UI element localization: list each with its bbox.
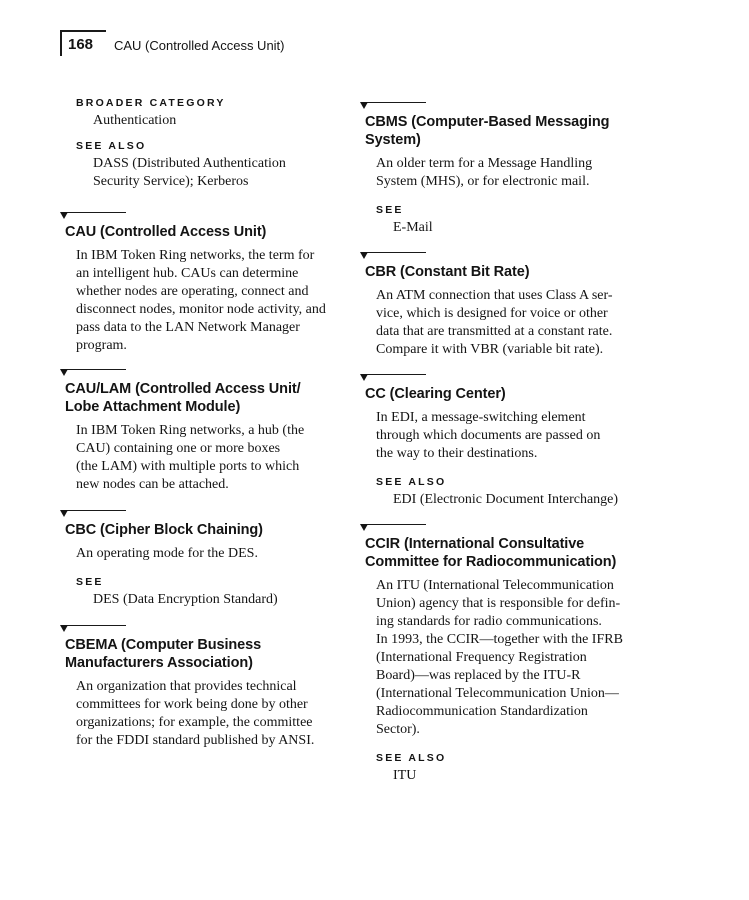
entry-term: CCIR (International Consultative Committee for Radiocommunication) [365, 536, 617, 570]
entry-cc [360, 373, 650, 509]
entry-marker [60, 368, 126, 378]
broader-category-value: Authentication [93, 113, 177, 128]
entry-cbema [60, 624, 345, 750]
see-value: E-Mail [393, 220, 433, 235]
triangle-marker-icon [360, 102, 368, 109]
entry-term: CAU (Controlled Access Unit) [65, 224, 267, 240]
entry-definition: An organization that provides technical committees for work being done by other organizations; for example, the committee for the FDDI standard published by ANSI. [76, 679, 315, 748]
triangle-marker-icon [60, 510, 68, 517]
see-also-label: SEE ALSO [76, 140, 147, 152]
see-also-label: SEE ALSO [376, 476, 447, 488]
entry-term: CAU/LAM (Controlled Access Unit/ Lobe Attachment Module) [65, 381, 301, 415]
entry-cau-lam [60, 368, 345, 494]
see-also-value: EDI (Electronic Document Interchange) [393, 492, 619, 507]
entry-term: CBEMA (Computer Business Manufacturers Association) [65, 637, 262, 671]
continued-entry [60, 96, 345, 191]
entry-cbr [360, 251, 650, 359]
page-number: 168 [68, 36, 94, 53]
entry-marker [360, 523, 426, 533]
entry-term: CC (Clearing Center) [365, 386, 506, 402]
see-label: SEE [376, 204, 404, 216]
entry-ccir [360, 523, 650, 785]
entry-cbc [60, 509, 345, 609]
triangle-marker-icon [360, 524, 368, 531]
entry-term: CBMS (Computer-Based Messaging System) [365, 114, 610, 148]
triangle-marker-icon [60, 625, 68, 632]
triangle-marker-icon [360, 252, 368, 259]
see-also-label: SEE ALSO [376, 752, 447, 764]
entry-definition: In IBM Token Ring networks, the term for an intelligent hub. CAUs can determine whether nodes are operating, connect and disconnect nodes, monitor node activity, and pass data to the LAN Network Manager program. [76, 248, 326, 353]
triangle-marker-icon [360, 374, 368, 381]
triangle-marker-icon [60, 212, 68, 219]
entry-term: CBR (Constant Bit Rate) [365, 264, 530, 280]
entry-cau [60, 211, 345, 355]
broader-category-label: BROADER CATEGORY [76, 97, 226, 109]
entry-marker [60, 211, 126, 221]
see-also-value: ITU [393, 768, 417, 783]
entry-definition: An ITU (International Telecommunication Union) agency that is responsible for defin- ing standards for radio communications. In 1993, the CCIR—together with the IFRB (International Frequency Registration Board)—was replaced by the ITU-R (International Telecommunication Union— Radiocommunication Standardization Sector). [376, 578, 623, 737]
entry-definition: An older term for a Message Handling System (MHS), or for electronic mail. [376, 156, 593, 189]
entry-marker [60, 509, 126, 519]
header-rule-horizontal [60, 30, 106, 32]
see-value: DES (Data Encryption Standard) [93, 592, 278, 607]
see-label: SEE [76, 576, 104, 588]
entry-marker [360, 101, 426, 111]
triangle-marker-icon [60, 369, 68, 376]
entry-marker [60, 624, 126, 634]
header-rule-vertical [60, 30, 62, 56]
entry-cbms [360, 101, 650, 237]
entry-definition: In EDI, a message-switching element through which documents are passed on the way to their destinations. [376, 410, 601, 461]
entry-definition: An ATM connection that uses Class A ser- vice, which is designed for voice or other data that are transmitted at a constant rate. Compare it with VBR (variable bit rate). [376, 288, 613, 357]
entry-marker [360, 251, 426, 261]
entry-definition: An operating mode for the DES. [76, 546, 258, 561]
entry-definition: In IBM Token Ring networks, a hub (the CAU) containing one or more boxes (the LAM) with multiple ports to which new nodes can be attached. [76, 423, 305, 492]
entry-term: CBC (Cipher Block Chaining) [65, 522, 263, 538]
see-also-value: DASS (Distributed Authentication Security Service); Kerberos [93, 156, 286, 189]
running-title: CAU (Controlled Access Unit) [114, 38, 285, 53]
entry-marker [360, 373, 426, 383]
